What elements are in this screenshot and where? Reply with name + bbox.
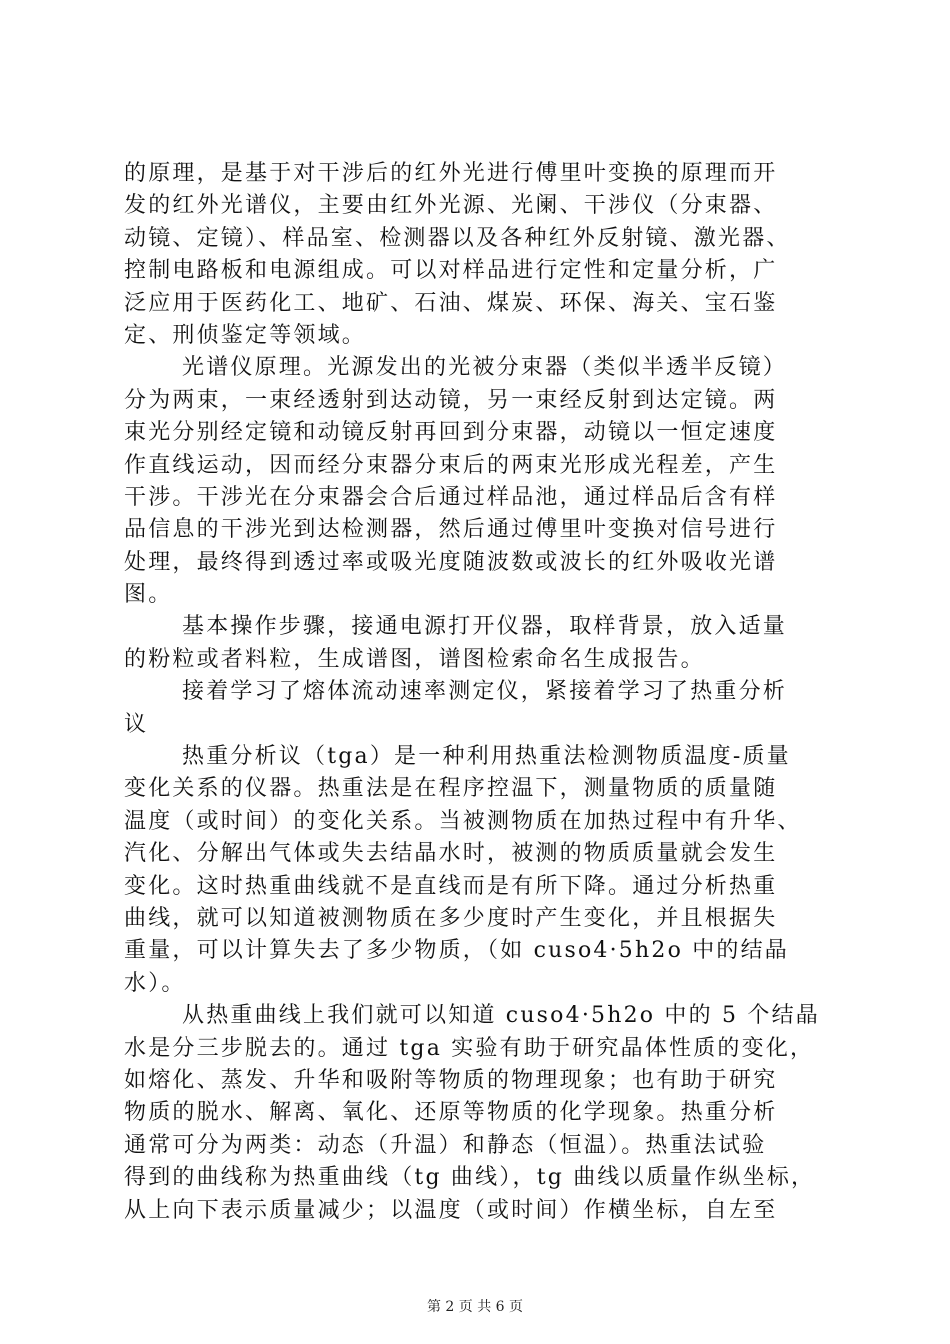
text-line: 作直线运动，因而经分束器分束后的两束光形成光程差，产生: [124, 452, 778, 478]
page-footer: 第 2 页 共 6 页: [426, 1299, 524, 1315]
text-line: 发的红外光谱仪，主要由红外光源、光阑、干涉仪（分束器、: [124, 193, 778, 219]
text-line: 的原理，是基于对干涉后的红外光进行傅里叶变换的原理而开: [124, 161, 778, 186]
text-line: 品信息的干涉光到达检测器，然后通过傅里叶变换对信号进行: [124, 517, 778, 543]
paragraph-start-line: 基本操作步骤，接通电源打开仪器，取样背景，放入适量: [182, 614, 788, 640]
paragraph-start-line: 光谱仪原理。光源发出的光被分束器（类似半透半反镜）: [182, 355, 788, 381]
text-line: 的粉粒或者料粒，生成谱图，谱图检索命名生成报告。: [124, 646, 705, 672]
paragraph-start-line: 接着学习了熔体流动速率测定仪，紧接着学习了热重分析: [182, 679, 788, 705]
text-line: 动镜、定镜）、样品室、检测器以及各种红外反射镜、激光器、: [124, 225, 791, 251]
text-line: 议: [124, 711, 149, 737]
text-line: 如熔化、蒸发、升华和吸附等物质的物理现象；也有助于研究: [124, 1067, 778, 1093]
text-line: 变化。这时热重曲线就不是直线而是有所下降。通过分析热重: [124, 873, 778, 899]
text-line: 束光分别经定镜和动镜反射再回到分束器，动镜以一恒定速度: [124, 420, 778, 446]
text-line: 温度（或时间）的变化关系。当被测物质在加热过程中有升华、: [124, 808, 802, 834]
text-line: 得到的曲线称为热重曲线（tg 曲线），tg 曲线以质量作纵坐标，: [124, 1165, 816, 1191]
text-line: 图。: [124, 582, 173, 608]
text-line: 分为两束，一束经透射到达动镜，另一束经反射到达定镜。两: [124, 387, 778, 413]
text-line: 控制电路板和电源组成。可以对样品进行定性和定量分析，广: [124, 258, 778, 284]
text-line: 水）。: [124, 970, 186, 996]
paragraph-start-line: 从热重曲线上我们就可以知道 cuso4·5h2o 中的 5 个结晶: [182, 1003, 820, 1029]
text-line: 泛应用于医药化工、地矿、石油、煤炭、环保、海关、宝石鉴: [124, 290, 778, 316]
text-line: 通常可分为两类：动态（升温）和静态（恒温）。热重法试验: [124, 1132, 767, 1158]
text-line: 处理，最终得到透过率或吸光度随波数或波长的红外吸收光谱: [124, 549, 778, 575]
text-line: 变化关系的仪器。热重法是在程序控温下，测量物质的质量随: [124, 776, 778, 802]
text-line: 重量，可以计算失去了多少物质，（如 cuso4·5h2o 中的结晶: [124, 938, 790, 964]
text-line: 水是分三步脱去的。通过 tga 实验有助于研究晶体性质的变化，: [124, 1035, 815, 1061]
paragraph-start-line: 热重分析议（tga）是一种利用热重法检测物质温度-质量: [182, 744, 791, 770]
text-line: 物质的脱水、解离、氧化、还原等物质的化学现象。热重分析: [124, 1100, 778, 1126]
body-text: [124, 158, 836, 1227]
text-line: 定、刑侦鉴定等领域。: [124, 322, 367, 348]
text-line: 从上向下表示质量减少；以温度（或时间）作横坐标，自左至: [124, 1197, 778, 1223]
text-line: 汽化、分解出气体或失去结晶水时，被测的物质质量就会发生: [124, 841, 778, 867]
text-line: 曲线，就可以知道被测物质在多少度时产生变化，并且根据失: [124, 905, 778, 931]
text-line: 干涉。干涉光在分束器会合后通过样品池，通过样品后含有样: [124, 484, 778, 510]
